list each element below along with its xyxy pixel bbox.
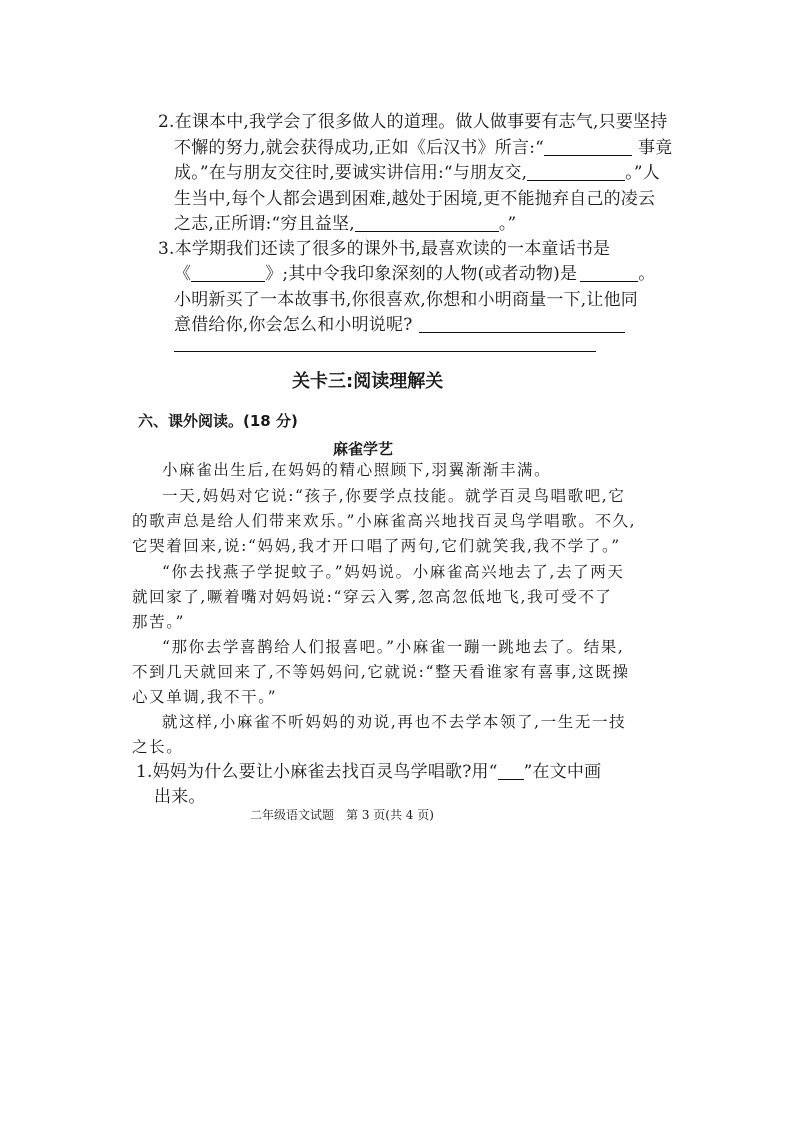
passage-line: 小麻雀出生后,在妈妈的精心照顾下,羽翼渐渐丰满。 — [162, 461, 552, 479]
q3-text: 《 — [174, 264, 192, 284]
answer-line[interactable] — [174, 351, 596, 352]
q2-line-2 — [174, 138, 672, 158]
q3-text: 小明新买了一本故事书,你很喜欢,你想和小明商量一下,让他同 — [174, 290, 639, 310]
answer-blank[interactable] — [419, 317, 625, 333]
question-text: 1.妈妈为什么要让小麻雀去找百灵鸟学唱歌?用“ — [136, 762, 498, 782]
passage-line: 心又单调,我不干。” — [132, 688, 278, 706]
q3-line-4 — [174, 315, 625, 335]
q2-line-4 — [174, 189, 655, 209]
book-title-blank[interactable] — [191, 266, 265, 282]
passage-line: “你去找燕子学捉蚊子。”妈妈说。小麻雀高兴地去了,去了两天 — [162, 563, 625, 581]
passage-line: 之长。 — [132, 738, 184, 756]
q2-text: 成。”在与朋友交往时,要诚实讲信用:“与朋友交, — [174, 163, 528, 183]
q3-text: 3.本学期我们还读了很多的课外书,最喜欢读的一本童话书是 — [158, 239, 611, 259]
q2-text: 。”人 — [625, 163, 661, 183]
passage-line: “那你去学喜鹊给人们报喜吧。”小麻雀一蹦一跳地去了。结果, — [162, 638, 625, 656]
question-text: ”在文中画 — [523, 762, 602, 782]
reading-question-1-line-1 — [136, 762, 601, 782]
q2-text: 。” — [498, 214, 517, 234]
q3-text: 意借给你,你会怎么和小明说呢? — [174, 315, 413, 335]
q3-text: 。 — [638, 264, 656, 284]
answer-blank[interactable] — [544, 140, 632, 156]
q2-text: 生当中,每个人都会遇到困难,越处于困境,更不能抛弃自己的凌云 — [174, 189, 656, 209]
answer-blank[interactable] — [355, 216, 499, 232]
character-blank[interactable] — [580, 266, 638, 282]
passage-line: 它哭着回来,说:“妈妈,我才开口唱了两句,它们就笑我,我不学了。” — [132, 537, 621, 555]
q3-line-3 — [174, 290, 638, 310]
passage-line: 的歌声总是给人们带来欢乐。”小麻雀高兴地找百灵鸟学唱歌。不久, — [132, 512, 637, 530]
q2-line-3 — [174, 163, 660, 183]
q3-line-1 — [158, 239, 610, 259]
passage-title: 麻雀学艺 — [333, 440, 394, 458]
q2-line-5 — [174, 214, 516, 234]
q3-text: 》;其中令我印象深刻的人物(或者动物)是 — [265, 264, 578, 284]
q2-text: 2.在课本中,我学会了很多做人的道理。做人做事要有志气,只要坚持 — [158, 112, 668, 132]
underline-sample — [498, 764, 524, 780]
passage-line: 那苦。” — [132, 613, 186, 631]
q3-line-2 — [174, 264, 655, 284]
section-title: 关卡三:阅读理解关 — [292, 371, 444, 392]
passage-line: 就这样,小麻雀不听妈妈的劝说,再也不去学本领了,一生无一技 — [162, 713, 627, 731]
answer-blank[interactable] — [527, 165, 625, 181]
page-footer: 二年级语文试题 第 3 页(共 4 页) — [250, 808, 434, 822]
q2-text: 不懈的努力,就会获得成功,正如《后汉书》所言:“ — [174, 138, 545, 158]
q2-text: 之志,正所谓:“穷且益坚, — [174, 214, 355, 234]
passage-line: 一天,妈妈对它说:“孩子,你要学点技能。就学百灵鸟唱歌吧,它 — [162, 487, 626, 505]
part-six-heading: 六、课外阅读。(18 分) — [138, 412, 298, 430]
reading-question-1-line-2 — [154, 787, 206, 807]
question-text: 出来。 — [154, 787, 206, 807]
passage-line: 就回家了,噘着嘴对妈妈说:“穿云入雾,忽高忽低地飞,我可受不了 — [132, 588, 613, 606]
q2-text: 事竟 — [638, 138, 673, 158]
q2-line-1 — [158, 112, 667, 132]
passage-line: 不到几天就回来了,不等妈妈问,它就说:“整天看谁家有喜事,这既操 — [132, 663, 630, 681]
